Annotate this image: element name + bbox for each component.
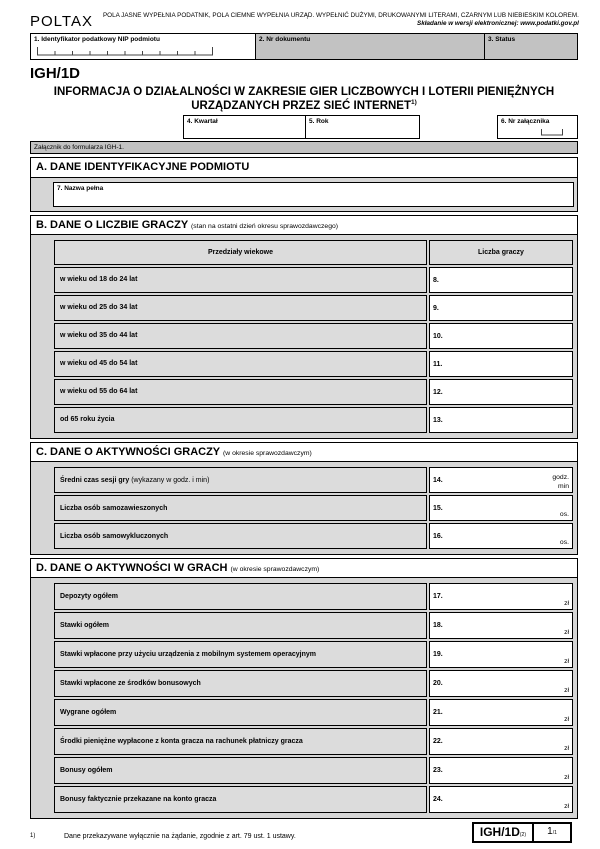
field-unit: zł	[564, 599, 569, 607]
field-number: 24.	[433, 796, 443, 804]
table-row	[54, 641, 573, 668]
table-row	[54, 467, 573, 493]
table-row	[54, 351, 573, 377]
field-number: 11.	[433, 360, 443, 368]
section-a-body	[31, 178, 577, 211]
year-label: 5. Rok	[309, 118, 329, 126]
attachment-note-bar: Załącznik do formularza IGH-1.	[30, 141, 578, 154]
field-number: 18.	[433, 622, 443, 630]
title-footnote-ref: 1)	[411, 99, 417, 107]
section-d-header	[31, 559, 577, 578]
field-number: 22.	[433, 738, 443, 746]
field-unit: zł	[564, 744, 569, 752]
footnote-ref: 1)	[30, 833, 36, 840]
top-bar	[30, 12, 578, 29]
section-d	[30, 558, 578, 819]
row-label: Depozyty ogółem	[54, 583, 427, 610]
attachment-number-ruler-icon	[541, 129, 563, 136]
footer-page-total: /1	[552, 830, 557, 836]
section-b-title: B. DANE O LICZBIE GRACZY	[36, 218, 188, 231]
full-name-label: 7. Nazwa pełna	[57, 184, 104, 192]
field-number: 14.	[433, 477, 443, 485]
row-label: Bonusy ogółem	[54, 757, 427, 784]
field-13-input[interactable]	[429, 407, 573, 433]
section-c-note: (w okresie sprawozdawczym)	[223, 449, 312, 457]
row-label: w wieku od 25 do 34 lat	[54, 295, 427, 321]
form-title-line1: INFORMACJA O DZIAŁALNOŚCI W ZAKRESIE GIER LICZBOWYCH I LOTERII PIENIĘŻNYCH	[53, 85, 555, 98]
field-20-input[interactable]	[429, 670, 573, 697]
nip-digit-ruler-icon	[37, 47, 213, 56]
row-label: Środki pieniężne wypłacone z konta gracza na rachunek płatniczy gracza	[54, 728, 427, 755]
id-fields-row	[30, 33, 578, 60]
section-d-body	[31, 578, 577, 818]
player-activity-table	[52, 465, 575, 551]
field-number: 19.	[433, 651, 443, 659]
field-number: 20.	[433, 680, 443, 688]
field-number: 8.	[433, 276, 439, 284]
form-title	[30, 86, 578, 114]
section-b-header	[31, 216, 577, 235]
year-field[interactable]	[306, 116, 419, 138]
table-row	[54, 267, 573, 293]
field-16-input[interactable]	[429, 523, 573, 549]
row-label: Średni czas sesji gry (wykazany w godz. i min)	[54, 467, 427, 493]
form-content	[30, 12, 578, 840]
row-label: w wieku od 45 do 54 lat	[54, 351, 427, 377]
table-row	[54, 670, 573, 697]
page-footer	[472, 822, 572, 843]
field-unit: zł	[564, 628, 569, 636]
table-row	[54, 728, 573, 755]
section-a-header: A. DANE IDENTYFIKACYJNE PODMIOTU	[31, 158, 577, 177]
table-row	[54, 583, 573, 610]
quarter-field[interactable]	[184, 116, 306, 138]
players-count-table	[52, 238, 575, 435]
footer-form-code: IGH/1D(2)	[474, 824, 534, 841]
full-name-field[interactable]	[53, 182, 574, 207]
section-c-title: C. DANE O AKTYWNOŚCI GRACZY	[36, 445, 220, 458]
footnote-text: Dane przekazywane wyłącznie na żądanie, zgodnie z art. 79 ust. 1 ustawy.	[64, 833, 296, 841]
attachment-number-label: 6. Nr załącznika	[501, 118, 550, 126]
column-header-age-ranges: Przedziały wiekowe	[54, 240, 427, 265]
section-c-body	[31, 462, 577, 554]
section-d-note: (w okresie sprawozdawczym)	[230, 566, 320, 574]
section-b	[30, 215, 578, 439]
table-row	[54, 786, 573, 813]
field-unit: zł	[564, 715, 569, 723]
quarter-label: 4. Kwartał	[187, 118, 218, 126]
form-title-line2: URZĄDZANYCH PRZEZ SIEĆ INTERNET	[191, 99, 411, 112]
section-d-title: D. DANE O AKTYWNOŚCI W GRACH	[36, 562, 228, 575]
section-c-header	[31, 443, 577, 462]
fill-instructions: POLA JASNE WYPEŁNIA PODATNIK, POLA CIEMNE WYPEŁNIA URZĄD. WYPEŁNIĆ DUŻYMI, DRUKOWANYMI LITERAMI, CZARNYM LUB NIEBIESKIM KOLOREM.	[102, 12, 579, 19]
footer-code-note: (2)	[519, 832, 526, 838]
table-row	[54, 379, 573, 405]
section-a	[30, 157, 578, 211]
table-row	[54, 407, 573, 433]
field-10-input[interactable]	[429, 323, 573, 349]
nip-field-label: 1. Identyfikator podatkowy NIP podmiotu	[34, 36, 160, 43]
top-notes	[93, 12, 579, 27]
row-label: Bonusy faktycznie przekazane na konto gracza	[54, 786, 427, 813]
section-b-note: (stan na ostatni dzień okresu sprawozdawczego)	[191, 222, 339, 230]
poltax-logo: POLTAX	[30, 13, 93, 30]
row-label: Liczba osób samozawieszonych	[54, 495, 427, 521]
field-24-input[interactable]	[429, 786, 573, 813]
field-23-input[interactable]	[429, 757, 573, 784]
table-row	[54, 757, 573, 784]
field-number: 16.	[433, 533, 443, 541]
field-units: godz. min	[552, 474, 569, 490]
field-21-input[interactable]	[429, 699, 573, 726]
row-label: w wieku od 35 do 44 lat	[54, 323, 427, 349]
status-label: 3. Status	[488, 36, 516, 43]
field-number: 21.	[433, 709, 443, 717]
row-label: Stawki ogółem	[54, 612, 427, 639]
field-unit: zł	[564, 686, 569, 694]
field-15-input[interactable]	[429, 495, 573, 521]
field-unit: zł	[564, 657, 569, 665]
field-unit: zł	[564, 802, 569, 810]
attachment-number-field[interactable]	[497, 115, 578, 139]
field-19-input[interactable]	[429, 641, 573, 668]
efiling-note: Składanie w wersji elektronicznej: www.podatki.gov.pl	[417, 20, 579, 27]
game-activity-table	[52, 581, 575, 815]
period-fields-row	[30, 115, 578, 140]
table-row	[54, 323, 573, 349]
field-8-input[interactable]	[429, 267, 573, 293]
field-12-input[interactable]	[429, 379, 573, 405]
field-number: 23.	[433, 767, 443, 775]
field-14-input[interactable]	[429, 467, 573, 493]
field-unit: zł	[564, 773, 569, 781]
status-field	[485, 33, 578, 60]
row-label-note: (wykazany w godz. i min)	[131, 476, 210, 484]
field-17-input[interactable]	[429, 583, 573, 610]
row-label: w wieku od 55 do 64 lat	[54, 379, 427, 405]
document-number-field	[256, 33, 485, 60]
row-label: Stawki wpłacone przy użyciu urządzenia z mobilnym systemem operacyjnym	[54, 641, 427, 668]
field-number: 12.	[433, 388, 443, 396]
table-row	[54, 295, 573, 321]
field-22-input[interactable]	[429, 728, 573, 755]
table-header-row	[54, 240, 573, 265]
field-18-input[interactable]	[429, 612, 573, 639]
section-b-body	[31, 235, 577, 438]
field-number: 10.	[433, 332, 443, 340]
table-row	[54, 612, 573, 639]
field-11-input[interactable]	[429, 351, 573, 377]
table-row	[54, 523, 573, 549]
footer-page-number: 1/1	[547, 826, 557, 837]
field-number: 17.	[433, 593, 443, 601]
field-9-input[interactable]	[429, 295, 573, 321]
field-unit: os.	[559, 510, 569, 518]
row-label: Wygrane ogółem	[54, 699, 427, 726]
row-label: Liczba osób samowykluczonych	[54, 523, 427, 549]
table-row	[54, 495, 573, 521]
quarter-year-group	[183, 115, 420, 139]
column-header-players-count: Liczba graczy	[429, 240, 573, 265]
field-unit: os.	[559, 538, 569, 546]
document-number-label: 2. Nr dokumentu	[259, 36, 311, 43]
field-number: 13.	[433, 416, 443, 424]
row-label: Stawki wpłacone ze środków bonusowych	[54, 670, 427, 697]
section-c	[30, 442, 578, 555]
nip-field[interactable]	[30, 33, 256, 60]
table-row	[54, 699, 573, 726]
form-code: IGH/1D	[30, 65, 81, 82]
row-label: od 65 roku życia	[54, 407, 427, 433]
field-number: 9.	[433, 304, 439, 312]
row-label: w wieku od 18 do 24 lat	[54, 267, 427, 293]
field-number: 15.	[433, 505, 443, 513]
